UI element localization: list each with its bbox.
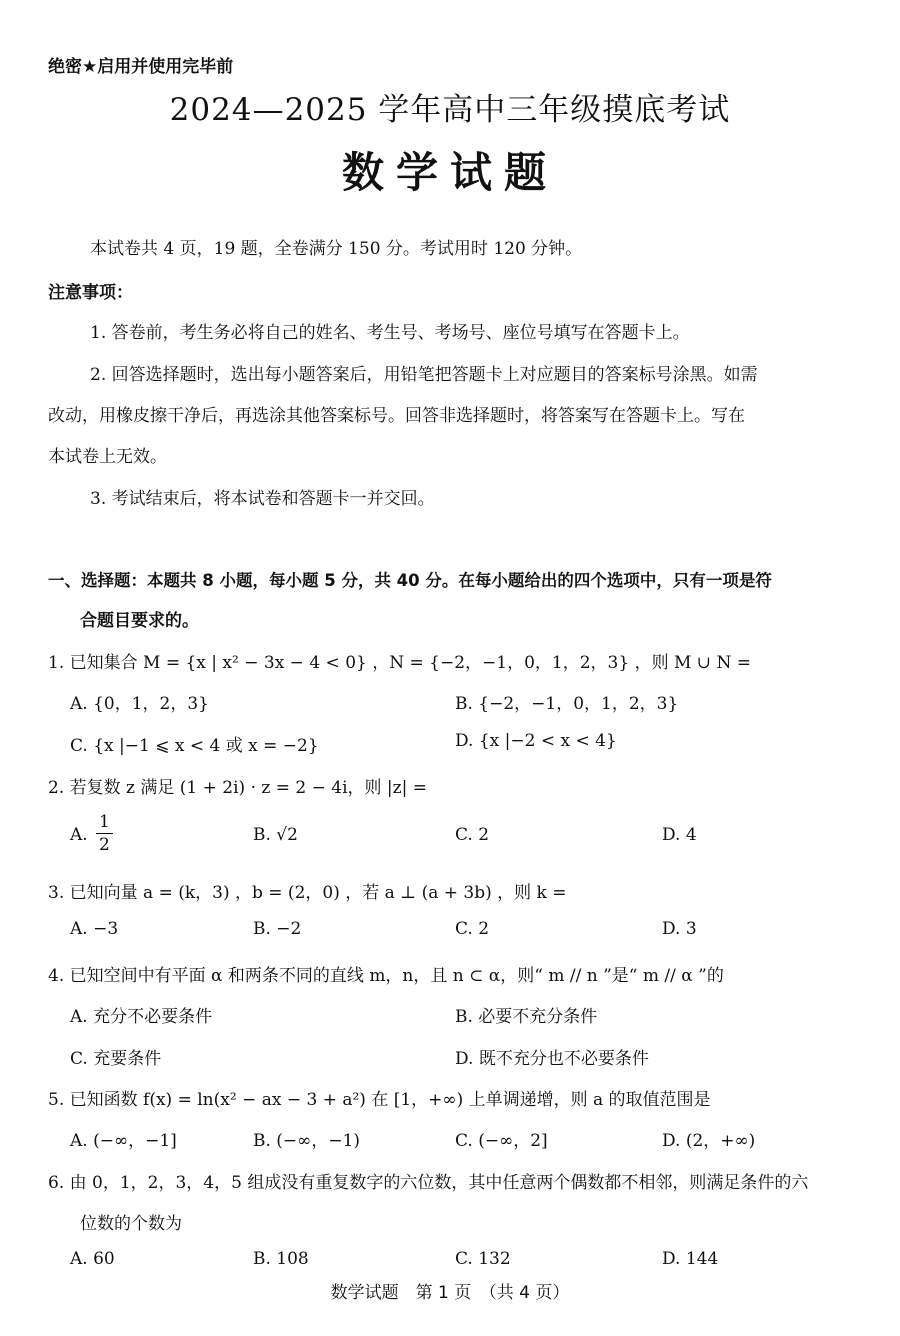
q5-option-b: B. (−∞，−1) xyxy=(253,1131,361,1151)
notice-heading: 注意事项： xyxy=(48,283,133,303)
q3-option-a: A. −3 xyxy=(70,919,119,939)
notice-item-2-line-1: 2. 回答选择题时，选出每小题答案后，用铅笔把答题卡上对应题目的答案标号涂黑。如需 xyxy=(90,365,758,385)
q6-option-d: D. 144 xyxy=(662,1249,719,1269)
q5-option-c: C. (−∞，2] xyxy=(455,1131,548,1151)
q5-stem: 5. 已知函数 f(x) = ln(x² − ax − 3 + a²) 在 [1，+∞) 上单调递增，则 a 的取值范围是 xyxy=(48,1090,711,1110)
q1-option-c: C. {x |−1 ⩽ x < 4 或 x = −2} xyxy=(70,736,319,756)
q4-option-a: A. 充分不必要条件 xyxy=(70,1007,213,1027)
q6-stem-line-1: 6. 由 0，1，2，3，4，5 组成没有重复数字的六位数，其中任意两个偶数都不相邻，则满足条件的六 xyxy=(48,1173,809,1193)
q4-option-d: D. 既不充分也不必要条件 xyxy=(455,1049,649,1069)
q2-option-a-denominator: 2 xyxy=(99,835,110,855)
page-footer: 数学试题 第 1 页 （共 4 页） xyxy=(330,1283,570,1303)
q1-option-a: A. {0，1，2，3} xyxy=(70,694,209,714)
exam-title: 2024—2025 学年高中三年级摸底考试 xyxy=(169,92,731,128)
q1-stem: 1. 已知集合 M = {x | x² − 3x − 4 < 0} ，N = {−2，−1，0，1，2，3} ，则 M ∪ N = xyxy=(48,653,751,673)
notice-item-2-line-2: 改动，用橡皮擦干净后，再选涂其他答案标号。回答非选择题时，将答案写在答题卡上。写在 xyxy=(48,406,745,426)
q2-option-a-numerator: 1 xyxy=(96,811,113,834)
q4-option-c: C. 充要条件 xyxy=(70,1049,162,1069)
q6-stem-line-2: 位数的个数为 xyxy=(80,1214,182,1234)
q2-option-d: D. 4 xyxy=(662,825,697,845)
q2-option-a-prefix: A. xyxy=(70,825,88,845)
q6-option-b: B. 108 xyxy=(253,1249,309,1269)
q5-option-d: D. (2，+∞) xyxy=(662,1131,756,1151)
notice-item-3: 3. 考试结束后，将本试卷和答题卡一并交回。 xyxy=(90,489,435,509)
section-1-heading-line-1: 一、选择题：本题共 8 小题，每小题 5 分，共 40 分。在每小题给出的四个选项中，只有一项是符 xyxy=(48,571,772,590)
notice-item-2-line-3: 本试卷上无效。 xyxy=(48,447,167,467)
q3-stem: 3. 已知向量 a = (k，3) ，b = (2，0) ，若 a ⊥ (a + 3b) ，则 k = xyxy=(48,883,567,903)
q2-option-b: B. √2 xyxy=(253,825,298,845)
q3-option-d: D. 3 xyxy=(662,919,697,939)
q3-option-c: C. 2 xyxy=(455,919,490,939)
q2-option-a-fraction xyxy=(96,811,113,856)
q5-option-a: A. (−∞，−1] xyxy=(70,1131,177,1151)
q1-option-b: B. {−2，−1，0，1，2，3} xyxy=(455,694,679,714)
subject-title: 数学试题 xyxy=(341,148,558,197)
section-1-heading-line-2: 合题目要求的。 xyxy=(80,611,199,631)
q2-stem: 2. 若复数 z 满足 (1 + 2i) · z = 2 − 4i，则 |z| = xyxy=(48,778,427,798)
q4-stem: 4. 已知空间中有平面 α 和两条不同的直线 m，n，且 n ⊂ α，则“ m // n ”是“ m // α ”的 xyxy=(48,966,724,986)
q3-option-b: B. −2 xyxy=(253,919,302,939)
q1-option-d: D. {x |−2 < x < 4} xyxy=(455,731,617,751)
secret-label: 绝密★启用并使用完毕前 xyxy=(48,57,234,77)
q4-option-b: B. 必要不充分条件 xyxy=(455,1007,598,1027)
q6-option-c: C. 132 xyxy=(455,1249,511,1269)
notice-item-1: 1. 答卷前，考生务必将自己的姓名、考生号、考场号、座位号填写在答题卡上。 xyxy=(90,323,690,343)
intro-text: 本试卷共 4 页，19 题，全卷满分 150 分。考试用时 120 分钟。 xyxy=(90,239,583,259)
q2-option-c: C. 2 xyxy=(455,825,490,845)
q6-option-a: A. 60 xyxy=(70,1249,115,1269)
